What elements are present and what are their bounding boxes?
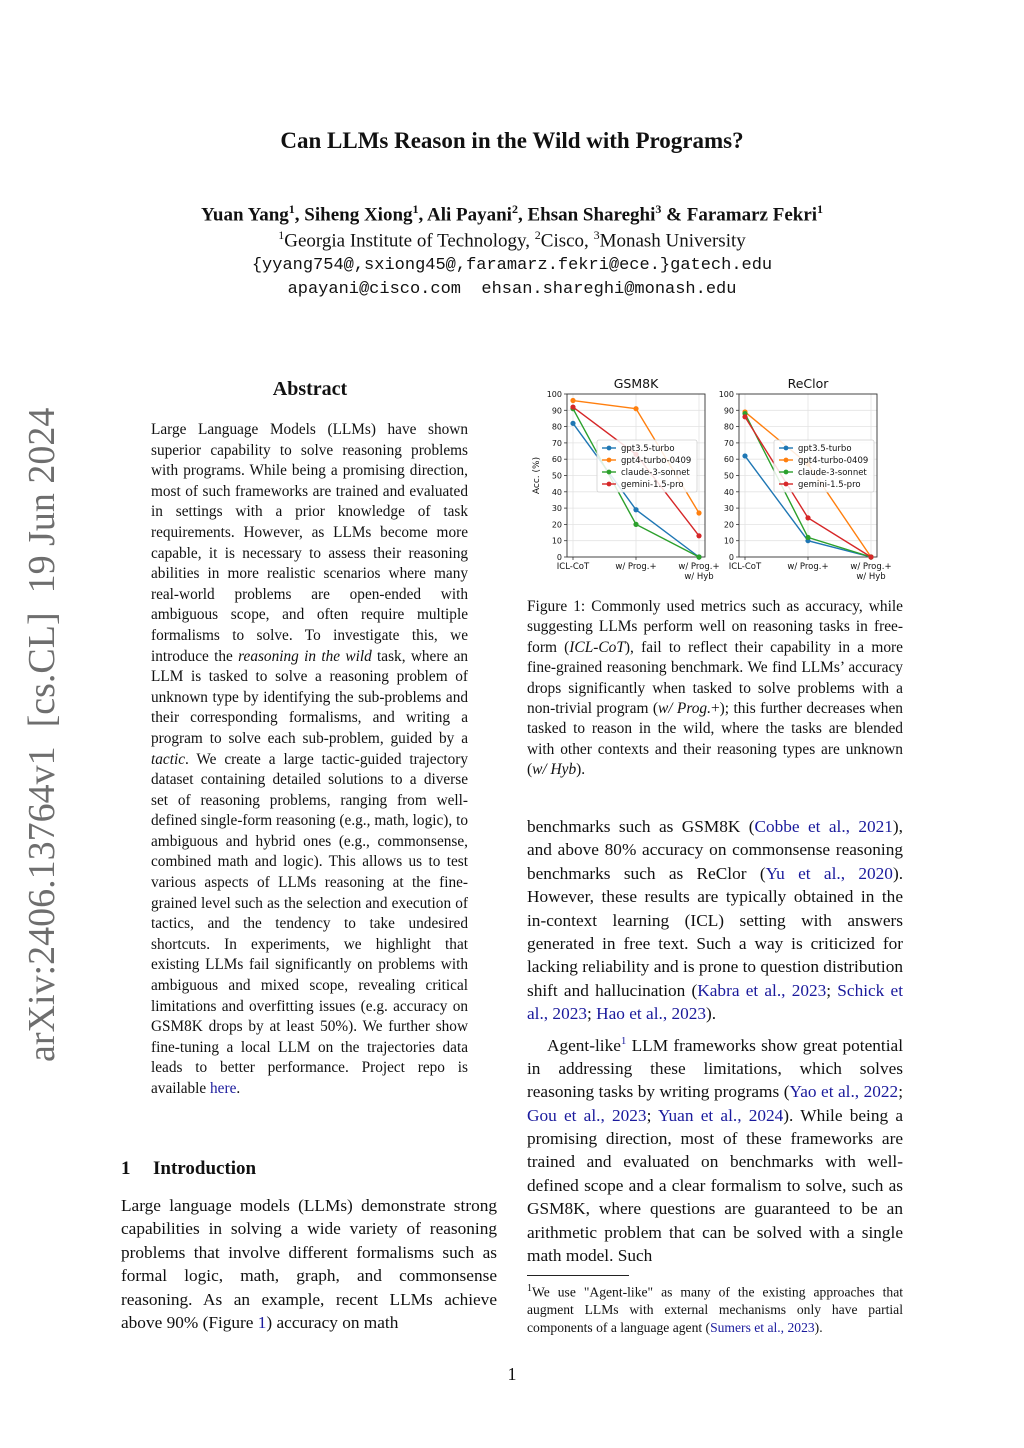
data-point [633, 522, 638, 527]
figure-caption [527, 597, 903, 781]
body-text: ; [587, 1004, 597, 1024]
y-tick-label: 20 [551, 520, 562, 530]
y-tick-label: 80 [723, 422, 734, 432]
caption-emphasis: w/ Hyb [532, 761, 577, 779]
introduction-body [121, 1194, 497, 1334]
legend-label: gpt3.5-turbo [621, 444, 675, 454]
y-tick-label: 60 [723, 455, 734, 465]
right-column-body [527, 815, 903, 1267]
y-tick-label: 100 [546, 390, 562, 399]
y-tick-label: 0 [728, 553, 734, 562]
y-tick-label: 20 [723, 520, 734, 530]
chart-panel-gsm8k [532, 376, 720, 582]
abstract-text: task, where an LLM is tasked to solve a reasoning problem of unknown type by identifying the sub-problems and their corresponding formalisms, and writing a program to solve each sub-problem, guided by a [151, 647, 469, 747]
footnote-divider [527, 1275, 629, 1276]
caption-text: Figure 1: Commonly used metrics such as accuracy, while suggesting LLMs perform well on reasoning tasks in free-form ( [527, 598, 903, 656]
section-title: Introduction [153, 1158, 257, 1179]
data-point [805, 515, 810, 520]
y-tick-label: 90 [551, 406, 562, 416]
intro-text: ) accuracy on math [266, 1313, 399, 1333]
footnote-text: ). [814, 1319, 823, 1335]
data-point [570, 404, 575, 409]
author-name: Yuan Yang [200, 204, 289, 226]
author-email-line: apayani@cisco.com ehsan.shareghi@monash.edu [287, 280, 737, 299]
legend-label: gpt3.5-turbo [798, 444, 852, 454]
paragraph [527, 815, 903, 1026]
x-tick-label: ICL-CoT [728, 562, 762, 572]
affiliation-number: 1 [278, 228, 285, 242]
data-point [570, 421, 575, 426]
body-text: ). [706, 1004, 717, 1024]
data-point [742, 414, 747, 419]
author-affiliation-mark: 3 [655, 202, 662, 216]
citation-link[interactable]: Hao et al., 2023 [596, 1004, 707, 1024]
data-point [742, 453, 747, 458]
citation-link[interactable]: Yu et al., 2020 [765, 863, 893, 883]
section-number: 1 [121, 1158, 131, 1179]
y-tick-label: 0 [556, 553, 562, 562]
legend-marker [784, 470, 789, 475]
body-text: ), and above 80% accuracy on commonsense reasoning benchmarks such as ReClor ( [527, 817, 903, 883]
abstract-text: . We create a large tactic-guided trajectory dataset containing detailed solutions to a diverse set of reasoning problems, ranging from well-defined single-form reasoning (e.g., math, logic), to ambiguous and hybrid ones (e.g., commonsense, combined math and logic). This allows us to test various aspects of LLMs reasoning at the fine-grained level such as the selection and execution of tactics, and the tendency to take undesired shortcuts. In experiments, we highlight that existing LLMs fail significantly on problems with ambiguous and mixed scope, revealing critical limitations and overfitting issues (e.g. accuracy on GSM8K drops by at least 50%). We further show fine-tuning a local LLM on the trajectories data leads to better performance. Project repo is available [151, 750, 468, 1097]
chart-title: ReClor [787, 376, 829, 391]
legend-marker [784, 446, 789, 451]
body-text: ). However, these results are typically obtained in the in-context learning (ICL) setting with answers generated in free text. Such a way is criticized for lacking reliability and is prone to question distribution shift and hallucination ( [527, 863, 904, 1000]
x-tick-label: ICL-CoT [556, 562, 590, 572]
repo-link[interactable]: here [210, 1080, 237, 1097]
author-affiliation-mark: 2 [511, 202, 518, 216]
abstract-emphasis: reasoning in the wild [238, 647, 372, 665]
x-tick-label: w/ Prog.+ [678, 562, 720, 572]
body-text: ; [826, 980, 838, 1000]
caption-text: ), fail to reflect their capability in a more fine-grained reasoning benchmark. We find LLMs’ accuracy drops significantly when tasked to solve problems with a non-trivial program ( [527, 638, 903, 718]
body-text: benchmarks such as GSM8K ( [527, 817, 755, 836]
y-tick-label: 100 [718, 390, 734, 399]
y-tick-label: 30 [551, 504, 562, 514]
legend-label: claude-3-sonnet [621, 468, 690, 478]
paper-title: Can LLMs Reason in the Wild with Programs? [280, 128, 744, 153]
data-point [633, 406, 638, 411]
author-name: Ali Payani [426, 204, 512, 226]
figure-reference-link[interactable]: 1 [257, 1313, 267, 1333]
intro-text: Large language models (LLMs) demonstrate strong capabilities in solving a wide variety of reasoning problems that involve different formalisms such as formal logic, math, graph, and commonsense reasoning. As an example, recent LLMs achieve above 90% (Figure [121, 1196, 497, 1333]
abstract-heading: Abstract [272, 378, 348, 400]
body-text: ). While being a promising direction, most of these frameworks are trained and evaluated on benchmarks with well-defined scope and a clear formalism to solve, such as GSM8K, where questions are guaranteed to be an arithmetic problem that can be solved with a single math model. Such [527, 1105, 904, 1266]
data-point [805, 535, 810, 540]
legend-marker [784, 482, 789, 487]
body-text: Agent-like [547, 1035, 621, 1055]
chart-title: GSM8K [613, 376, 659, 391]
figure-1-chart [527, 372, 905, 587]
page-number: 1 [507, 1364, 517, 1384]
data-point [696, 533, 701, 538]
data-point [696, 510, 701, 515]
caption-emphasis: ICL-CoT [569, 638, 625, 656]
author-affiliation-mark: 1 [288, 202, 295, 216]
author-affiliation-mark: 1 [412, 202, 419, 216]
abstract-emphasis: tactic [151, 750, 185, 768]
affiliation-list [0, 228, 1024, 252]
y-tick-label: 70 [723, 438, 734, 448]
y-tick-label: 10 [551, 536, 562, 546]
y-tick-label: 60 [551, 455, 562, 465]
y-tick-label: 70 [551, 438, 562, 448]
citation-link[interactable]: Sumers et al., 2023 [710, 1319, 815, 1335]
paragraph [527, 1030, 903, 1268]
abstract-text: Large Language Models (LLMs) have shown superior capability to solve reasoning problems with programs. While being a promising direction, most of such frameworks are trained and evaluated in settings with a prior knowledge of task requirements. However, as LLMs become more capable, it is necessary to assess their reasoning abilities in more realistic scenarios where many real-world problems are open-ended with ambiguous scope, and often require multiple formalisms to solve. To investigate this, we introduce the [151, 421, 468, 665]
arxiv-stamp: arXiv:2406.13764v1 [cs.CL] 19 Jun 2024 [21, 407, 63, 1062]
legend-marker [607, 482, 612, 487]
legend-label: gpt4-turbo-0409 [621, 456, 692, 466]
x-tick-label: w/ Hyb [856, 572, 886, 582]
chart-panel-reclor [719, 376, 892, 582]
legend-label: gemini-1.5-pro [798, 480, 861, 490]
body-text: ; [646, 1105, 658, 1125]
y-tick-label: 30 [723, 504, 734, 514]
legend-marker [607, 458, 612, 463]
legend-marker [607, 470, 612, 475]
author-name: Ehsan Shareghi [527, 204, 656, 226]
citation-link[interactable]: Kabra et al., 2023 [697, 980, 827, 1000]
body-text: LLM frameworks show great potential in addressing these limitations, which solves reasoning tasks by writing programs ( [527, 1035, 903, 1102]
citation-link[interactable]: Schick et al., 2023 [527, 980, 903, 1024]
y-tick-label: 40 [551, 487, 562, 497]
body-text: ; [898, 1082, 904, 1102]
legend-marker [607, 446, 612, 451]
affiliation-number: 2 [534, 228, 541, 242]
y-tick-label: 40 [723, 487, 734, 497]
affiliation-name: Monash University [599, 230, 746, 252]
citation-link[interactable]: Yuan et al., 2024 [657, 1105, 784, 1125]
affiliation-number: 3 [593, 228, 600, 242]
x-tick-label: w/ Prog.+ [850, 562, 892, 572]
data-point [633, 507, 638, 512]
footnote-text: We use "Agent-like" as many of the existing approaches that augment LLMs with external mechanisms only have partial components of a language agent ( [527, 1284, 903, 1335]
data-point [570, 398, 575, 403]
y-axis-label: Acc. (%) [532, 456, 542, 495]
caption-text: ). [576, 761, 586, 779]
footnote [527, 1280, 903, 1336]
abstract-text: . [236, 1080, 241, 1097]
x-tick-label: w/ Prog.+ [787, 562, 829, 572]
y-tick-label: 50 [723, 471, 734, 481]
affiliation-name: Cisco, [540, 230, 589, 252]
data-point [868, 554, 873, 559]
legend-marker [784, 458, 789, 463]
footnote-mark-link[interactable]: 1 [620, 1034, 627, 1047]
x-tick-label: w/ Hyb [684, 572, 714, 582]
y-tick-label: 90 [723, 406, 734, 416]
citation-link[interactable]: Gou et al., 2023 [527, 1105, 647, 1125]
author-name: Siheng Xiong [304, 204, 413, 226]
caption-emphasis: w/ Prog. [658, 700, 711, 718]
author-affiliation-mark: 1 [817, 202, 824, 216]
legend-label: gemini-1.5-pro [621, 480, 684, 490]
data-point [696, 554, 701, 559]
x-tick-label: w/ Prog.+ [615, 562, 657, 572]
y-tick-label: 80 [551, 422, 562, 432]
y-tick-label: 10 [723, 536, 734, 546]
citation-link[interactable]: Yao et al., 2022 [789, 1082, 899, 1102]
citation-link[interactable]: Cobbe et al., 2021 [754, 817, 893, 836]
legend-label: gpt4-turbo-0409 [798, 456, 869, 466]
y-tick-label: 50 [551, 471, 562, 481]
abstract-body [151, 420, 468, 1100]
caption-text: +); this further decreases when tasked to reason in the wild, where the tasks are blended with other contexts and their reasoning types are unknown ( [527, 700, 903, 779]
affiliation-name: Georgia Institute of Technology, [284, 230, 531, 252]
footnote-number: 1 [527, 1283, 532, 1294]
legend-label: claude-3-sonnet [798, 468, 867, 478]
author-list: Yuan Yang$^1$, Siheng Xiong$^1$, Ali Payani$^2$, Ehsan Shareghi$^3$ & Faramarz Fekri$^1$ [200, 202, 824, 226]
section-heading-introduction [121, 1158, 256, 1180]
author-name: Faramarz Fekri [686, 204, 818, 226]
author-email-line: {yyang754@,sxiong45@,faramarz.fekri@ece.}gatech.edu [251, 256, 773, 275]
